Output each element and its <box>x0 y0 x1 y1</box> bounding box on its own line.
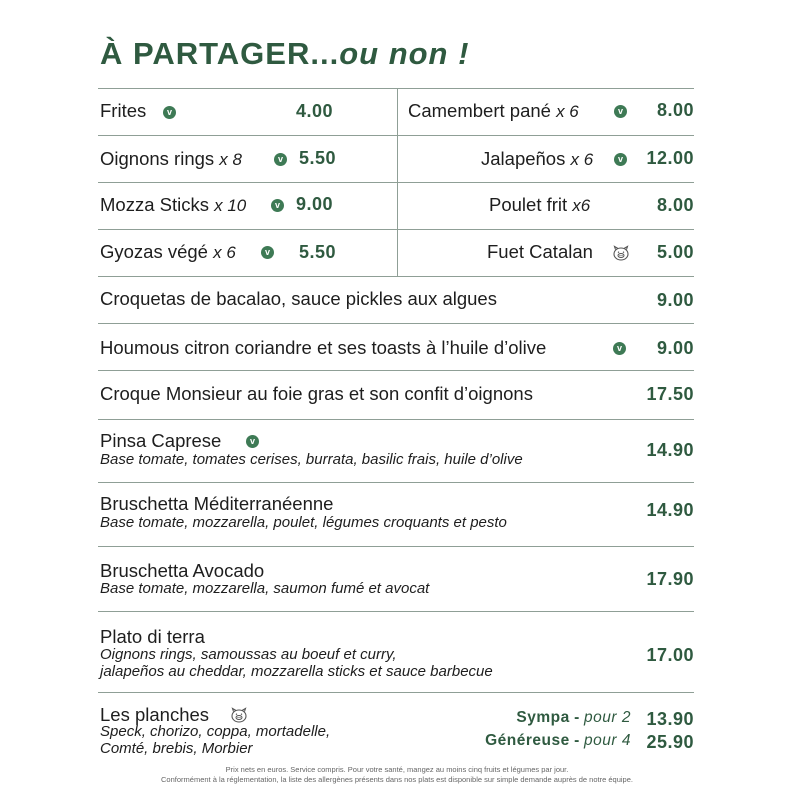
item-description: jalapeños au cheddar, mozzarella sticks et sauce barbecue <box>100 663 493 680</box>
vegetarian-leaf-icon: v <box>163 106 176 119</box>
menu-item-planches: Les planches <box>100 704 210 725</box>
price: 14.90 <box>646 500 694 520</box>
menu-item-frites: Frites <box>100 100 147 121</box>
price: 8.00 <box>656 100 694 120</box>
menu-item-houmous: Houmous citron coriandre et ses toasts à l’huile d’olive <box>100 337 547 358</box>
price: 17.50 <box>646 384 694 404</box>
price: 13.90 <box>646 709 694 729</box>
divider <box>98 135 694 136</box>
price: 5.50 <box>299 148 337 168</box>
menu-item-poulet-frit: Poulet frit x6 <box>489 194 591 215</box>
price: 12.00 <box>646 148 694 168</box>
price: 5.50 <box>299 242 337 262</box>
menu-item-camembert: Camembert pané x 6 <box>408 100 579 121</box>
divider <box>98 611 694 612</box>
vegetarian-leaf-icon: v <box>614 105 627 118</box>
item-description: Base tomate, mozzarella, poulet, légumes croquants et pesto <box>100 514 507 531</box>
price: 25.90 <box>646 732 694 752</box>
divider <box>98 419 694 420</box>
vegetarian-leaf-icon: v <box>614 153 627 166</box>
divider <box>98 182 694 183</box>
title-italic: ou non ! <box>339 36 470 71</box>
menu-item-croque-monsieur: Croque Monsieur au foie gras et son confit d’oignons <box>100 383 533 404</box>
divider <box>98 323 694 324</box>
menu-item-bruschetta-avocado: Bruschetta Avocado <box>100 560 265 581</box>
footer-allergen-line: Conformément à la réglementation, la liste des allergènes présents dans nos plats est disponible sur simple demande auprès de notre équipe. <box>161 775 633 784</box>
page-title <box>100 36 469 72</box>
item-description: Base tomate, tomates cerises, burrata, basilic frais, huile d’olive <box>100 451 523 468</box>
title-main: À PARTAGER... <box>100 36 340 71</box>
price: 17.90 <box>646 569 694 589</box>
planche-option-sympa: Sympa - pour 2 <box>516 709 631 726</box>
menu-item-mozza-sticks: Mozza Sticks x 10 <box>100 194 247 215</box>
vegetarian-leaf-icon: v <box>246 435 259 448</box>
item-description: Oignons rings, samoussas au boeuf et curry, <box>100 646 397 663</box>
price: 9.00 <box>656 290 694 310</box>
menu-item-jalapenos: Jalapeños x 6 <box>481 148 594 169</box>
price: 17.00 <box>646 645 694 665</box>
price: 4.00 <box>296 101 334 121</box>
pig-icon <box>230 707 248 723</box>
vegetarian-leaf-icon: v <box>274 153 287 166</box>
item-description: Speck, chorizo, coppa, mortadelle, <box>100 723 331 740</box>
menu-item-fuet-catalan: Fuet Catalan <box>487 241 593 262</box>
divider <box>98 482 694 483</box>
menu-item-bruschetta-mediterraneenne: Bruschetta Méditerranéenne <box>100 493 334 514</box>
menu-item-plato-di-terra: Plato di terra <box>100 626 205 647</box>
divider <box>98 546 694 547</box>
item-description: Comté, brebis, Morbier <box>100 740 253 757</box>
menu-item-oignons-rings: Oignons rings x 8 <box>100 148 242 169</box>
menu-item-croquetas: Croquetas de bacalao, sauce pickles aux algues <box>100 288 497 309</box>
column-divider <box>397 88 398 276</box>
price: 14.90 <box>646 440 694 460</box>
menu-item-pinsa: Pinsa Caprese <box>100 430 222 451</box>
divider <box>98 276 694 277</box>
vegetarian-leaf-icon: v <box>261 246 274 259</box>
divider <box>98 88 694 89</box>
vegetarian-leaf-icon: v <box>271 199 284 212</box>
price: 8.00 <box>656 195 694 215</box>
item-description: Base tomate, mozzarella, saumon fumé et avocat <box>100 580 430 597</box>
footer-legal-line: Prix nets en euros. Service compris. Pour votre santé, mangez au moins cinq fruits et légumes par jour. <box>225 765 569 774</box>
divider <box>98 229 694 230</box>
planche-option-genereuse: Généreuse - pour 4 <box>485 732 631 749</box>
price: 5.00 <box>656 242 694 262</box>
divider <box>98 692 694 693</box>
price: 9.00 <box>296 194 334 214</box>
menu-item-gyozas: Gyozas végé x 6 <box>100 241 236 262</box>
divider <box>98 370 694 371</box>
vegetarian-leaf-icon: v <box>613 342 626 355</box>
price: 9.00 <box>656 338 694 358</box>
pig-icon <box>612 245 630 261</box>
